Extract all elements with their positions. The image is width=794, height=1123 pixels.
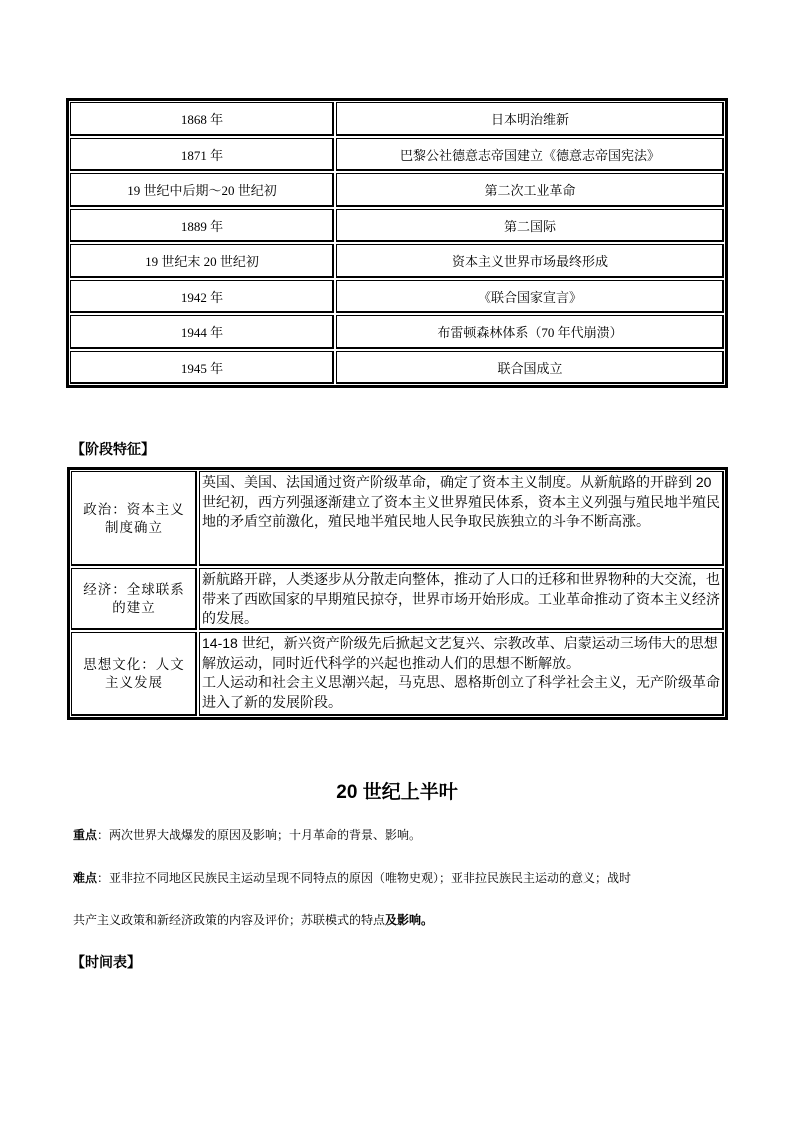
feature-label: 政治：资本主义制度确立	[71, 471, 197, 566]
key-points-text: 两次世界大战爆发的原因及影响；十月革命的背景、影响。	[109, 828, 422, 842]
table-row	[70, 351, 724, 385]
date-cell: 1945 年	[70, 351, 334, 385]
table-row	[71, 471, 724, 566]
difficulties-text: 共产主义政策和新经济政策的内容及评价；苏联模式的特点	[73, 913, 386, 927]
table-row	[70, 138, 724, 172]
difficulties-text: 亚非拉不同地区民族民主运动呈现不同特点的原因（唯物史观）；亚非拉民族民主运动的意义；战时	[109, 871, 632, 885]
date-cell: 19 世纪末 20 世纪初	[70, 244, 334, 278]
table-row	[70, 209, 724, 243]
difficulties-text-bold: 及影响。	[385, 913, 434, 927]
event-cell: 联合国成立	[336, 351, 724, 385]
timeline-table	[66, 98, 728, 388]
table-row	[70, 102, 724, 136]
table-row	[71, 632, 724, 716]
date-cell: 1942 年	[70, 280, 334, 314]
table-row	[70, 244, 724, 278]
event-cell: 第二国际	[336, 209, 724, 243]
feature-description	[199, 471, 724, 566]
difficulties-label: 难点	[73, 871, 98, 885]
table-row	[70, 315, 724, 349]
timetable-label: 【时间表】	[71, 954, 141, 970]
date-cell: 1889 年	[70, 209, 334, 243]
key-points-colon: ：	[97, 828, 110, 842]
key-points-label: 重点	[73, 828, 98, 842]
feature-paragraph: 新航路开辟，人类逐步从分散走向整体，推动了人口的迁移和世界物种的大交流，也带来了西欧国家的早期殖民掠夺，世界市场开始形成。工业革命推动了资本主义经济的发展。	[202, 571, 720, 626]
table-row	[70, 173, 724, 207]
date-cell: 1868 年	[70, 102, 334, 136]
stage-features-label: 【阶段特征】	[71, 441, 155, 457]
feature-paragraph: 英国、美国、法国通过资产阶级革命，确定了资本主义制度。从新航路的开辟到 20 世纪初，西方列强逐渐建立了资本主义世界殖民体系，资本主义列强与殖民地半殖民地的矛盾空前激化，殖民地半殖民地人民争取民族独立的斗争不断高涨。	[202, 474, 720, 529]
table-row	[70, 280, 724, 314]
feature-label: 思想文化：人文主义发展	[71, 632, 197, 716]
key-points	[73, 826, 421, 843]
table-row	[71, 568, 724, 630]
difficulties-colon: ：	[97, 871, 110, 885]
event-cell: 巴黎公社德意志帝国建立《德意志帝国宪法》	[336, 138, 724, 172]
features-table	[67, 467, 728, 720]
event-cell: 《联合国家宣言》	[336, 280, 724, 314]
event-cell: 日本明治维新	[336, 102, 724, 136]
event-cell: 资本主义世界市场最终形成	[336, 244, 724, 278]
event-cell: 第二次工业革命	[336, 173, 724, 207]
section-title: 20 世纪上半叶	[336, 782, 458, 803]
feature-paragraph: 工人运动和社会主义思潮兴起，马克思、恩格斯创立了科学社会主义，无产阶级革命进入了新的发展阶段。	[202, 674, 720, 710]
feature-description	[199, 568, 724, 630]
event-cell: 布雷顿森林体系（70 年代崩溃）	[336, 315, 724, 349]
date-cell: 19 世纪中后期～20 世纪初	[70, 173, 334, 207]
date-cell: 1871 年	[70, 138, 334, 172]
difficulties-line-2	[73, 911, 433, 928]
feature-description	[199, 632, 724, 716]
date-cell: 1944 年	[70, 315, 334, 349]
feature-label: 经济：全球联系的建立	[71, 568, 197, 630]
difficulties-line-1	[73, 869, 631, 886]
feature-paragraph: 14-18 世纪，新兴资产阶级先后掀起文艺复兴、宗教改革、启蒙运动三场伟大的思想解放运动，同时近代科学的兴起也推动人们的思想不断解放。	[202, 635, 718, 671]
